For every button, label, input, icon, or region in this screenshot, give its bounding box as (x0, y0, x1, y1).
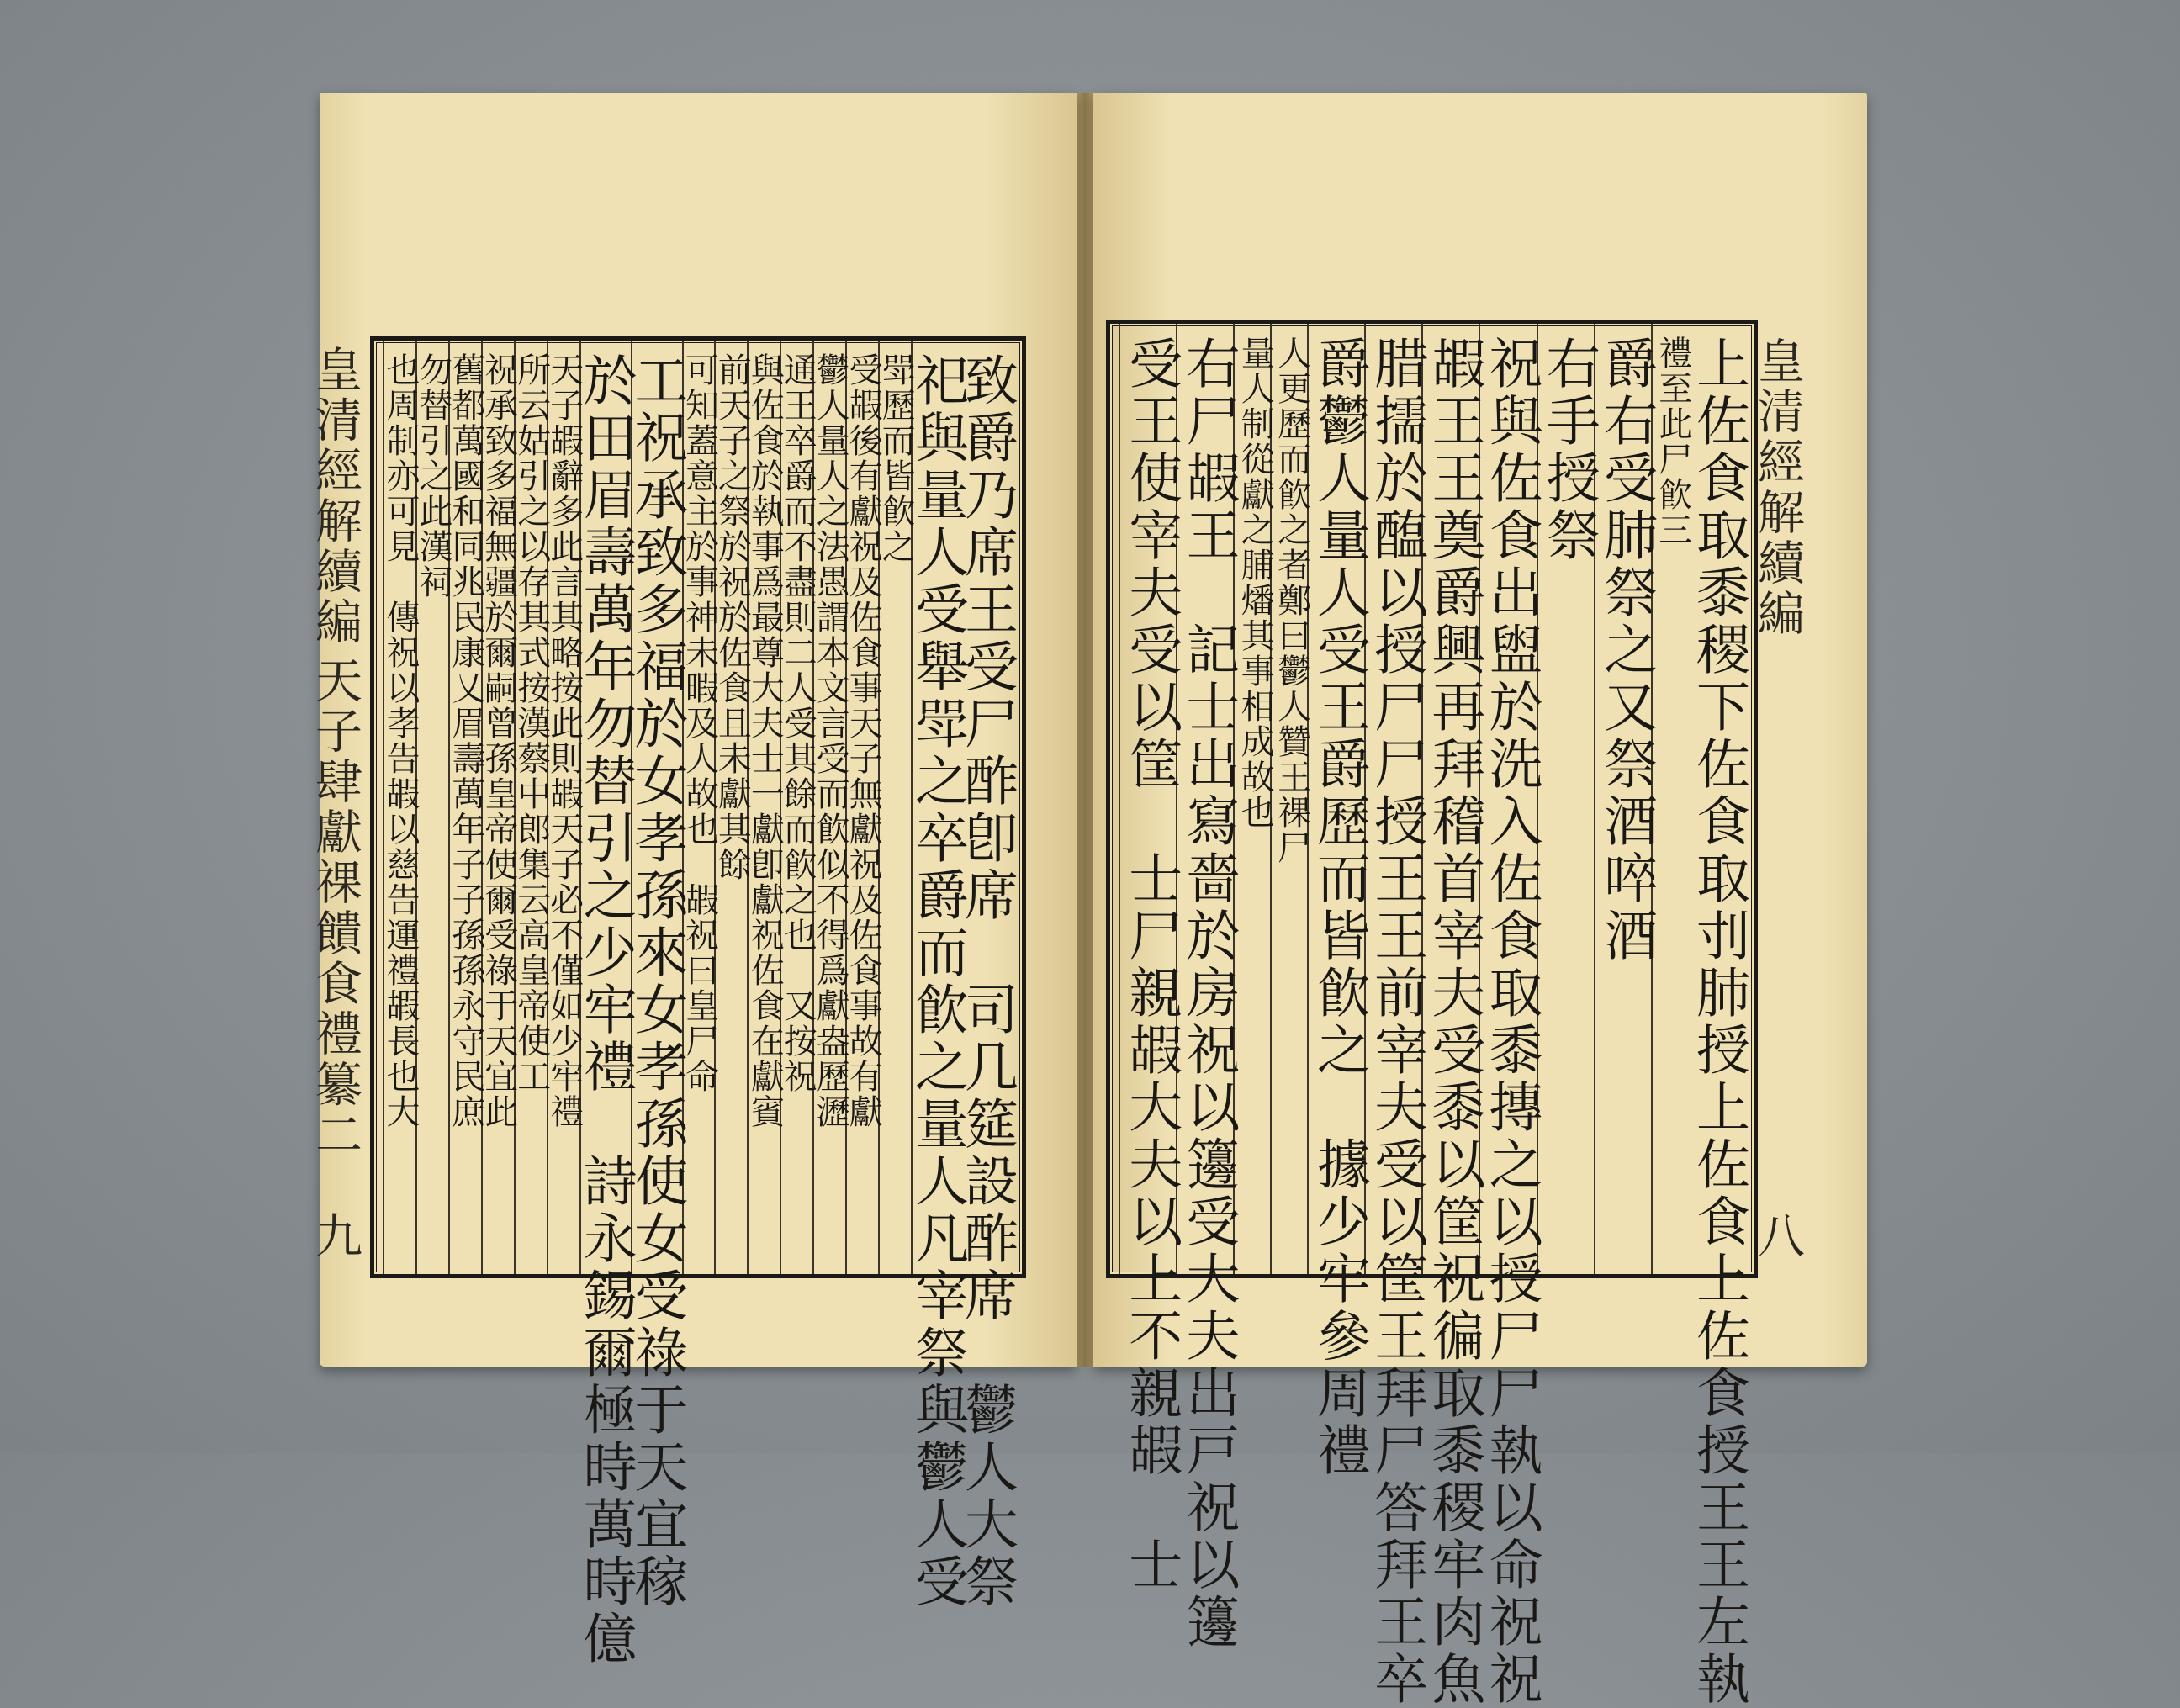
col-r4: 右手授祭 (1537, 324, 1595, 1274)
col-r7: 腊擩於醢以授尸尸授王王前宰夫受以筐王拜尸答拜王卒 (1364, 324, 1423, 1274)
right-text-block (1106, 320, 1758, 1708)
left-margin-title: 皇清經解續編 (308, 345, 362, 648)
col-r2: 禮至此尸飮三 (1651, 324, 1690, 1274)
col-l4: 受嘏後有獻祝及佐食事天子無獻祝及佐食事故有獻 (845, 341, 880, 1274)
col-l8: 前天子之祭於祝於佐食且未獻其餘 (714, 341, 749, 1274)
col-r6: 嘏王王奠爵興再拜稽首宰夫受黍以筐祝徧取黍稷牢肉魚 (1421, 324, 1480, 1274)
col-l11: 於田眉壽萬年勿替引之少牢禮 詩永錫爾極時萬時億 (579, 341, 632, 1274)
col-l1: 致爵乃席王受尸酢卽席 司几筵設酢席 鬱人大祭 (955, 352, 1018, 1610)
left-text-block (370, 336, 1026, 1668)
col-r3: 爵右受肺祭之又祭酒啐酒 (1594, 324, 1653, 1274)
col-l13: 所云姑引之以存其式按漢蔡中郎集云高皇帝使工 (514, 341, 548, 1274)
left-page-number: 九 (308, 1211, 362, 1261)
col-l16: 勿替引之此漢祠 (415, 341, 450, 1274)
right-page-number: 八 (1750, 1211, 1805, 1261)
col-l15: 舊都萬國和同兆民康乂眉壽萬年子子孫孫永守民庶 (448, 341, 483, 1274)
col-l3: 斝歷而皆飮之 (878, 341, 913, 1274)
col-r9: 人更歷而飮之者鄭曰鬱人贊王祼尸 (1270, 324, 1309, 1274)
col-r5: 祝與佐食出盥於洗入佐食取黍摶之以授尸尸執以命祝祝 (1479, 324, 1537, 1274)
col-r10: 量人制從獻之脯燔其事相成故也 (1233, 324, 1272, 1274)
col-l6: 通王卒爵而不盡則二人受其餘而飮之也 又按祝 (780, 341, 814, 1274)
left-page (308, 93, 1077, 1668)
col-l7: 與佐食於執事爲最尊大夫士一獻卽獻祝佐食在獻賓 (747, 341, 781, 1274)
col-l14: 祝承致多福無疆於爾嗣曾孫皇帝使爾受祿于天宜此 (481, 341, 516, 1274)
open-book (308, 80, 1876, 1708)
col-l5: 鬱人量人之法愚謂本文言受而飮似不得爲獻盎歷瀝 (812, 341, 847, 1274)
right-margin-title: 皇清經解續編 (1750, 336, 1805, 639)
col-r12: 受王使宰夫受以筐 士尸親嘏大夫以上不親嘏 士 (1119, 324, 1177, 1274)
col-l9: 可知蓋意主於事神未暇及人故也 嘏祝曰皇尸命 (682, 341, 717, 1274)
col-l17: 也周制亦可見 傳祝以孝告嘏以慈告運禮嘏長也大 (383, 341, 417, 1274)
col-r8: 爵鬱人量人受王爵歷而皆飮之 據少牢參周禮 (1307, 324, 1366, 1274)
col-l12: 天子嘏辭多此言其略按此則嘏天子必不僅如少牢禮 (547, 341, 581, 1274)
col-r11: 右尸嘏王 記士出寫嗇於房祝以籩受大夫出戸祝以籩 (1176, 324, 1235, 1274)
col-l10: 工祝承致多福於女孝孫來女孝孫使女受祿于天宜稼 (631, 341, 684, 1274)
left-margin-subtitle: 天子肆獻祼饋食禮纂二 (308, 656, 362, 1161)
col-l2: 祀與量人受舉斝之卒爵而飮之量人凡宰祭與鬱人受 (911, 341, 964, 1274)
col-r1: 上佐食取黍稷下佐食取刌肺授上佐食上佐食授王王左執 (1686, 336, 1749, 1708)
right-page (1093, 93, 1867, 1708)
